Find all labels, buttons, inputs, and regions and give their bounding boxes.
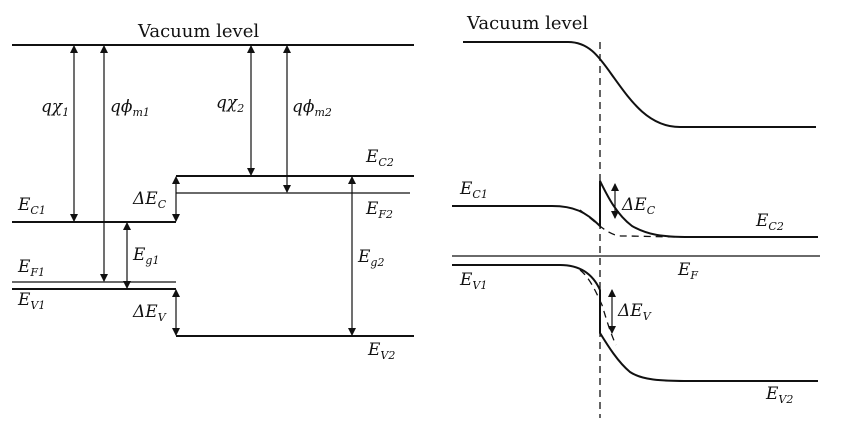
chi2-label: $q\chi_2$ xyxy=(216,93,245,115)
ev1-label: $E_{V1}$ xyxy=(18,290,46,312)
eg2-label: $E_{g2}$ xyxy=(358,247,385,269)
ec2-label-right: $E_{C2}$ xyxy=(756,211,784,233)
ec1-label-right: $E_{C1}$ xyxy=(460,179,488,201)
valence-band-curve xyxy=(452,265,818,381)
valence-band-dashed xyxy=(580,270,616,345)
ev2-label-right: $E_{V2}$ xyxy=(766,384,794,406)
ev1-label-right: $E_{V1}$ xyxy=(460,270,488,292)
vacuum-level-label-left: Vacuum level xyxy=(138,21,260,42)
eg1-label: $E_{g1}$ xyxy=(133,245,160,267)
chi1-label: $q\chi_1$ xyxy=(41,97,70,119)
right-panel xyxy=(452,13,820,418)
delta-ev-label-right: $\Delta E_V$ xyxy=(618,301,651,323)
delta-ev-label-left: $\Delta E_V$ xyxy=(133,302,166,324)
vacuum-level-curve-right xyxy=(463,42,816,127)
ef2-label: $E_{F2}$ xyxy=(366,199,394,221)
left-panel xyxy=(12,21,414,362)
delta-ec-label-left: $\Delta E_C$ xyxy=(133,189,167,211)
ef1-label: $E_{F1}$ xyxy=(18,257,46,279)
ef-label-right: $E_F$ xyxy=(678,260,699,282)
ec1-label: $E_{C1}$ xyxy=(18,195,46,217)
phi-m2-label: $q\phi_{m2}$ xyxy=(292,97,332,119)
phi-m1-label: $q\phi_{m1}$ xyxy=(110,97,150,119)
delta-ec-label-right: $\Delta E_C$ xyxy=(622,195,656,217)
vacuum-level-label-right: Vacuum level xyxy=(467,13,589,34)
ec2-label: $E_{C2}$ xyxy=(366,147,394,169)
ev2-label: $E_{V2}$ xyxy=(368,340,396,362)
